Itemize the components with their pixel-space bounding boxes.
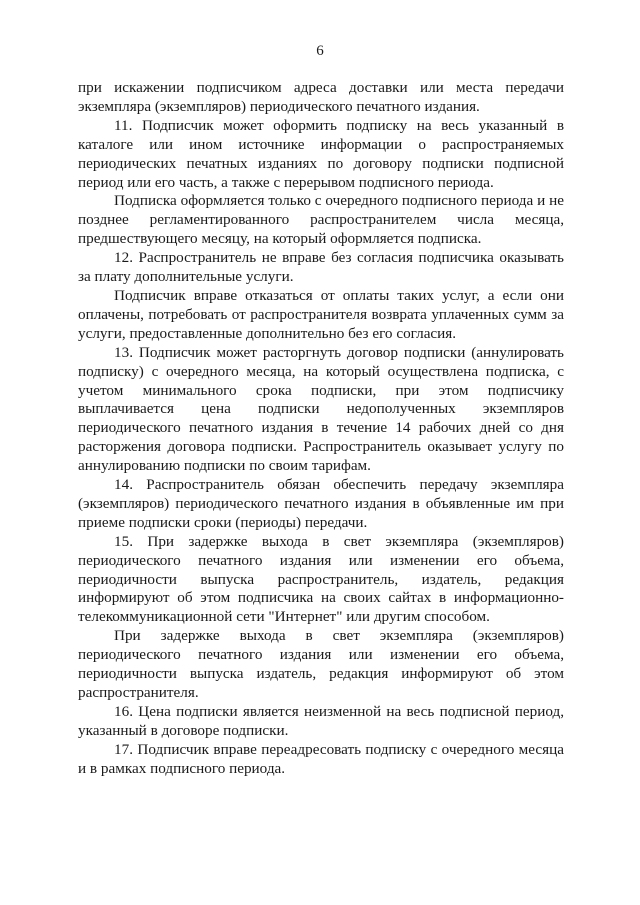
document-body <box>78 79 564 779</box>
paragraph-clause-16: 16. Цена подписки является неизменной на весь подписной период, указанный в договоре подписки. <box>78 702 564 739</box>
paragraph-clause-13: 13. Подписчик может расторгнуть договор подписки (аннулировать подписку) с очередного месяца, на который осуществлена подписка, с учетом минимального срока подписки, при этом подписчику выплачивается цена подписки недополученных экземпляров периодического печатного издания в течение 14 рабочих дней со дня расторжения договора подписки. Распространитель оказывает услугу по аннулированию подписки по своим тарифам. <box>78 343 564 475</box>
paragraph-clause-11: 11. Подписчик может оформить подписку на весь указанный в каталоге или ином источнике информации о распространяемых периодических печатных изданиях по договору подписки подписной период или его часть, а также с перерывом подписного периода. <box>78 116 564 191</box>
paragraph-clause-12-refusal: Подписчик вправе отказаться от оплаты таких услуг, а если они оплачены, потребовать от распространителя возврата уплаченных сумм за услуги, предоставленные дополнительно без его согласия. <box>78 286 564 342</box>
paragraph-clause-15-distributor-notice: При задержке выхода в свет экземпляра (экземпляров) периодического печатного издания или изменении его объема, периодичности выпуска издатель, редакция информируют об этом распространителя. <box>78 627 564 701</box>
page-number: 6 <box>316 43 324 59</box>
paragraph-clause-15: 15. При задержке выхода в свет экземпляра (экземпляров) периодического печатного издания или изменении его объема, периодичности выпуска распространитель, издатель, редакция информируют об этом подписчика на своих сайтах в информационно-телекоммуникационной сети "Интернет" или другим способом. <box>78 532 564 626</box>
paragraph-clause-17: 17. Подписчик вправе переадресовать подписку с очередного месяца и в рамках подписного периода. <box>78 740 564 777</box>
paragraph-continuation: при искажении подписчиком адреса доставки или места передачи экземпляра (экземпляров) периодического печатного издания. <box>78 79 564 115</box>
paragraph-clause-11-subscription-period: Подписка оформляется только с очередного подписного периода и не позднее регламентированного распространителем числа месяца, предшествующего месяцу, на который оформляется подписка. <box>78 192 564 248</box>
paragraph-clause-14: 14. Распространитель обязан обеспечить передачу экземпляра (экземпляров) периодического печатного издания в объявленные им при приеме подписки сроки (периоды) передачи. <box>78 476 564 531</box>
paragraph-clause-12: 12. Распространитель не вправе без согласия подписчика оказывать за плату дополнительные услуги. <box>78 249 564 286</box>
